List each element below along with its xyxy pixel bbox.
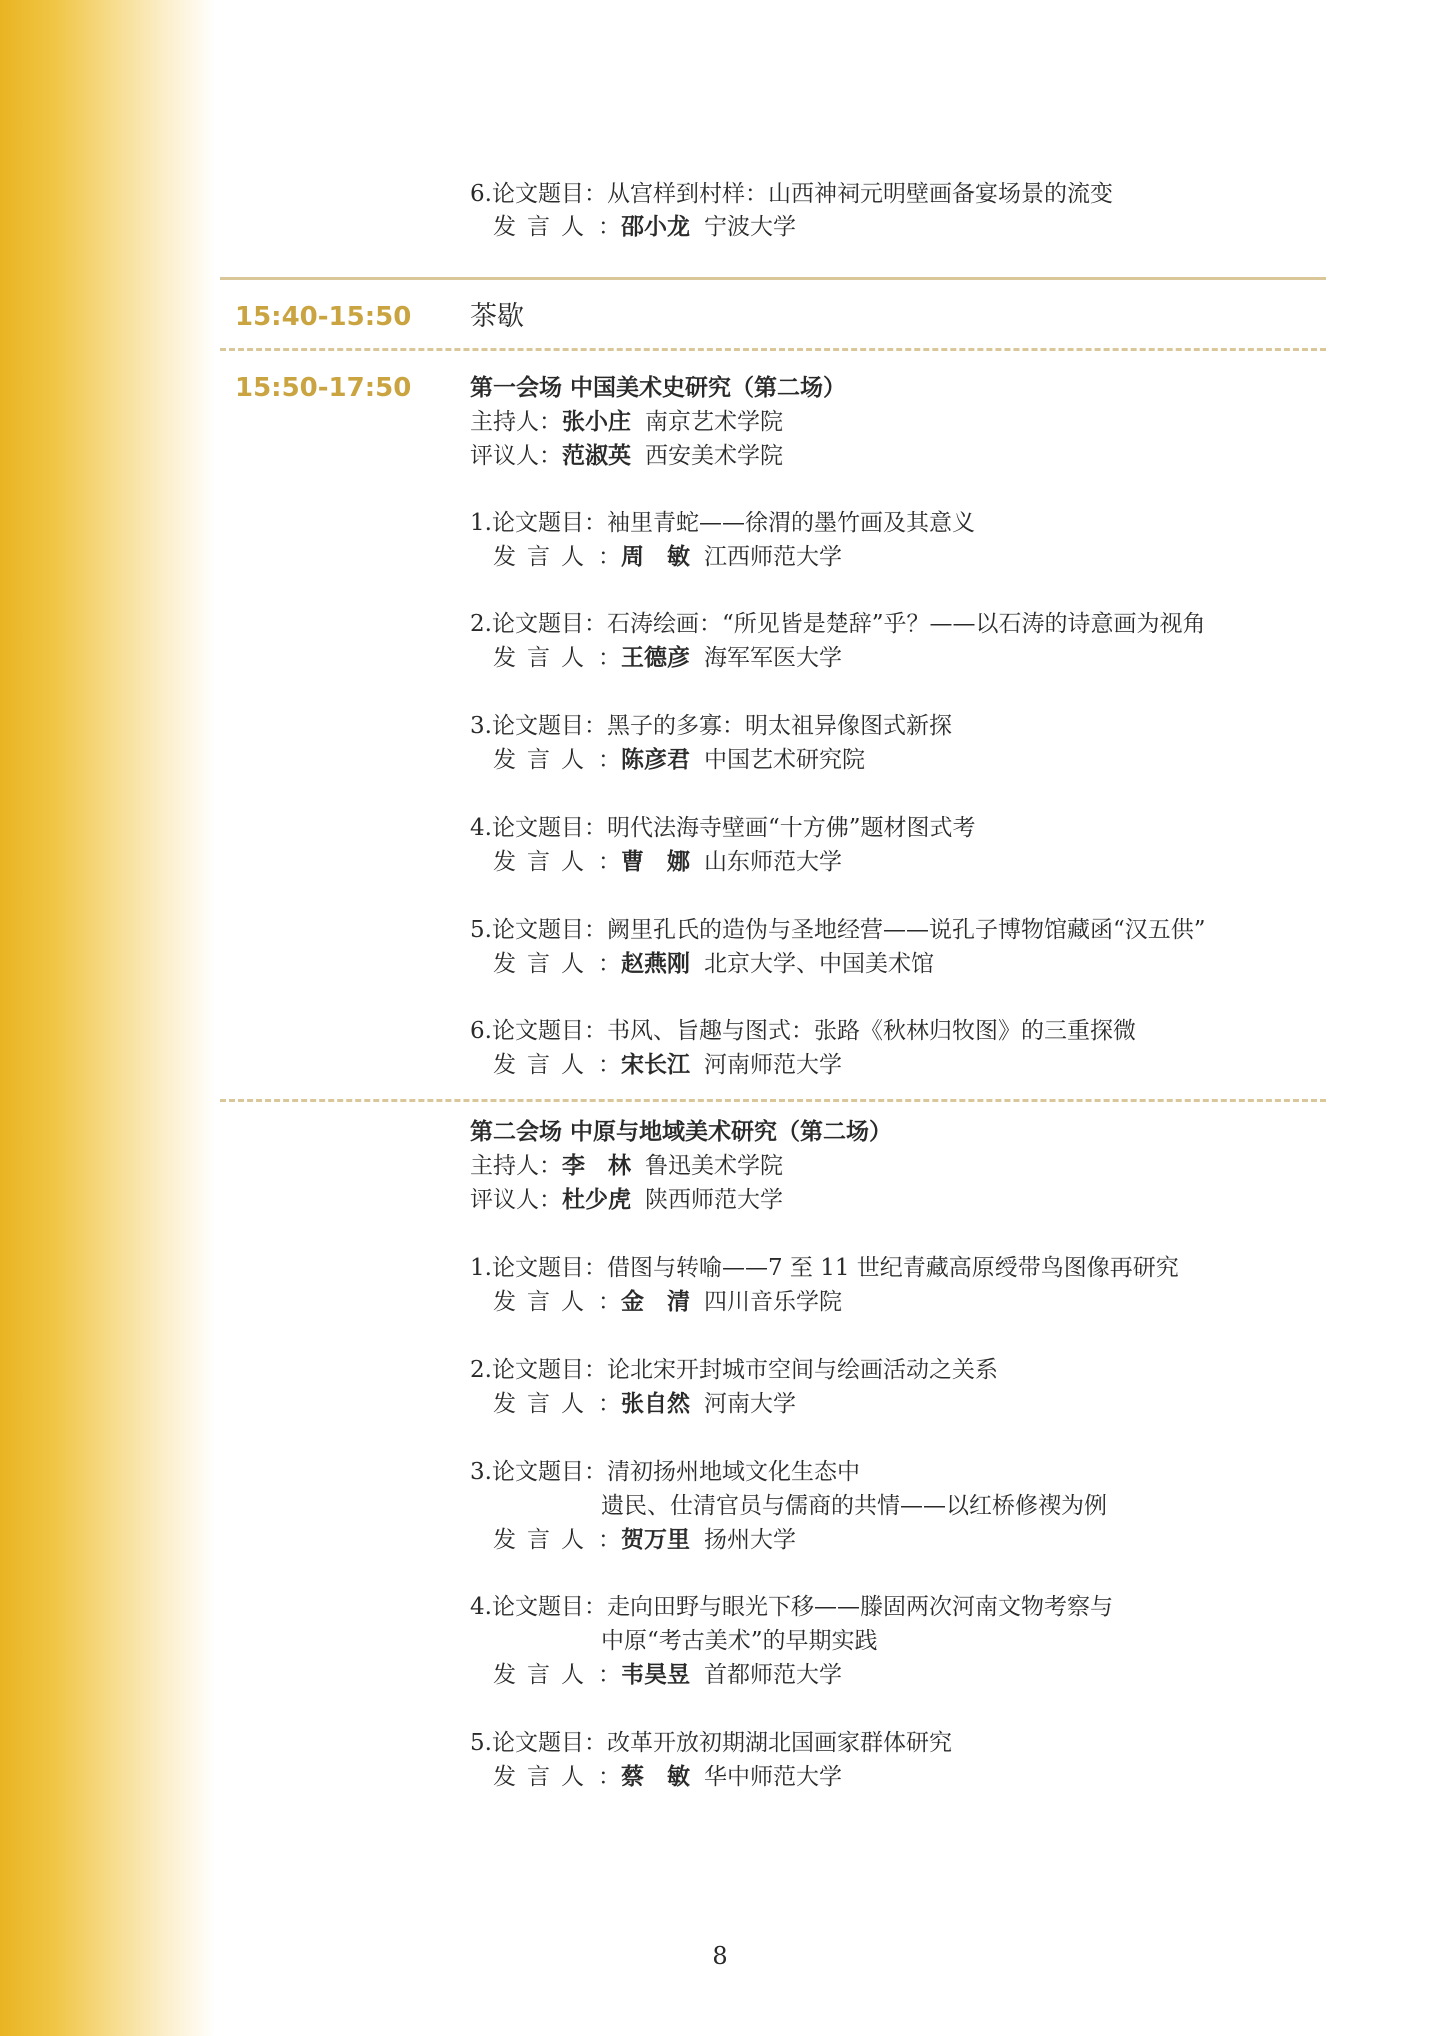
reviewer-institution: 西安美术学院: [645, 443, 783, 469]
topic-label: 论文题目：: [491, 1018, 607, 1044]
colon: ：: [598, 1527, 621, 1553]
paper-title-line: [470, 811, 975, 845]
speaker-name: 赵燕刚: [621, 950, 690, 977]
paper-title: 改革开放初期湖北国画家群体研究: [606, 1730, 952, 1756]
speaker-label: 发言人: [493, 951, 595, 977]
speaker-institution: 首都师范大学: [704, 1662, 842, 1688]
host-name: 李 林: [562, 1152, 631, 1179]
speaker-label: 发言人: [493, 1391, 595, 1417]
paper-title-line: [470, 1590, 1113, 1624]
topic-label: 论文题目：: [491, 1255, 607, 1281]
speaker-name: 韦昊昱: [621, 1661, 690, 1688]
reviewer-name: 范淑英: [562, 442, 631, 469]
speaker-line: [493, 1387, 796, 1421]
paper-title: 明代法海寺壁画“十方佛”题材图式考: [606, 815, 976, 841]
topic-label: 论文题目：: [491, 510, 607, 536]
speaker-line: [493, 641, 842, 675]
host-name: 张小庄: [562, 408, 631, 435]
colon: ：: [598, 1662, 621, 1688]
item-number: 3.: [470, 1459, 492, 1485]
speaker-label: 发言人: [493, 645, 595, 671]
reviewer-label: 评议人：: [470, 443, 562, 469]
reviewer-name: 杜少虎: [562, 1186, 631, 1213]
topic-label: 论文题目：: [491, 181, 607, 207]
speaker-line: [493, 1658, 842, 1692]
colon: ：: [598, 645, 621, 671]
paper-title-line: [470, 1014, 1136, 1048]
colon: ：: [598, 1391, 621, 1417]
break-label: 茶歇: [470, 301, 524, 332]
paper-title: 借图与转喻——7 至 11 世纪青藏高原绶带鸟图像再研究: [606, 1255, 1179, 1281]
paper-title: 走向田野与眼光下移——滕固两次河南文物考察与: [606, 1594, 1113, 1620]
speaker-label: 发言人: [493, 1289, 595, 1315]
gold-side-band: [0, 0, 215, 2036]
item-number: 6.: [470, 1018, 492, 1044]
speaker-institution: 四川音乐学院: [704, 1289, 842, 1315]
paper-title: 清初扬州地域文化生态中: [606, 1459, 860, 1485]
item-number: 3.: [470, 713, 492, 739]
paper-title-line: [470, 177, 1113, 211]
topic-label: 论文题目：: [491, 815, 607, 841]
speaker-line: [493, 1285, 842, 1319]
speaker-line: [493, 845, 842, 879]
speaker-institution: 河南大学: [704, 1391, 796, 1417]
session1-host: [470, 405, 783, 439]
speaker-label: 发言人: [493, 1662, 595, 1688]
speaker-label: 发言人: [493, 1764, 595, 1790]
speaker-label: 发言人: [493, 214, 595, 240]
topic-label: 论文题目：: [491, 1459, 607, 1485]
speaker-institution: 华中师范大学: [704, 1764, 842, 1790]
speaker-name: 宋长江: [621, 1051, 690, 1078]
dashed-divider: [220, 348, 1326, 351]
colon: ：: [598, 1764, 621, 1790]
colon: ：: [598, 214, 621, 240]
speaker-line: [493, 540, 842, 574]
speaker-name: 曹 娜: [621, 848, 690, 875]
item-number: 2.: [470, 611, 492, 637]
paper-title: 石涛绘画：“所见皆是楚辞”乎？——以石涛的诗意画为视角: [606, 611, 1206, 637]
paper-title: 袖里青蛇——徐渭的墨竹画及其意义: [606, 510, 975, 536]
topic-label: 论文题目：: [491, 1594, 607, 1620]
paper-title-continued: 遗民、仕清官员与儒商的共情——以红桥修禊为例: [601, 1493, 1107, 1519]
paper-title-line: [470, 506, 975, 540]
paper-title-line: [470, 607, 1205, 641]
paper-title-line: [470, 1455, 860, 1489]
speaker-name: 王德彦: [621, 644, 690, 671]
host-institution: 南京艺术学院: [645, 409, 783, 435]
speaker-name: 邵小龙: [621, 213, 690, 240]
topic-label: 论文题目：: [491, 917, 607, 943]
speaker-institution: 河南师范大学: [704, 1052, 842, 1078]
paper-title: 黑子的多寡：明太祖异像图式新探: [606, 713, 952, 739]
host-label: 主持人：: [470, 409, 562, 435]
paper-title-line: [470, 913, 1205, 947]
paper-title: 阙里孔氏的造伪与圣地经营——说孔子博物馆藏函“汉五供”: [606, 917, 1206, 943]
topic-label: 论文题目：: [491, 611, 607, 637]
speaker-line: [493, 1760, 842, 1794]
paper-title: 书风、旨趣与图式：张路《秋林归牧图》的三重探微: [606, 1018, 1136, 1044]
speaker-institution: 中国艺术研究院: [704, 747, 865, 773]
host-institution: 鲁迅美术学院: [645, 1153, 783, 1179]
speaker-name: 张自然: [621, 1390, 690, 1417]
colon: ：: [598, 747, 621, 773]
speaker-line: [493, 1048, 842, 1082]
speaker-institution: 扬州大学: [704, 1527, 796, 1553]
colon: ：: [598, 849, 621, 875]
speaker-institution: 北京大学、中国美术馆: [704, 951, 934, 977]
solid-divider: [220, 277, 1326, 280]
item-number: 5.: [470, 1730, 492, 1756]
item-number: 6.: [470, 181, 492, 207]
break-time: 15:40-15:50: [235, 302, 412, 332]
item-number: 5.: [470, 917, 492, 943]
reviewer-label: 评议人：: [470, 1187, 562, 1213]
speaker-name: 金 清: [621, 1288, 690, 1315]
colon: ：: [598, 951, 621, 977]
paper-title-line: [470, 1726, 952, 1760]
speaker-label: 发言人: [493, 1527, 595, 1553]
topic-label: 论文题目：: [491, 1357, 607, 1383]
speaker-label: 发言人: [493, 747, 595, 773]
speaker-label: 发言人: [493, 849, 595, 875]
paper-title-continued: 中原“考古美术”的早期实践: [601, 1628, 878, 1654]
speaker-line: [493, 743, 865, 777]
speaker-name: 周 敏: [621, 543, 690, 570]
session1-reviewer: [470, 439, 783, 473]
dashed-divider: [220, 1099, 1326, 1102]
speaker-label: 发言人: [493, 1052, 595, 1078]
session1-title: 第一会场 中国美术史研究（第二场）: [470, 374, 847, 401]
speaker-line: [493, 947, 934, 981]
item-number: 1.: [470, 510, 492, 536]
topic-label: 论文题目：: [491, 1730, 607, 1756]
item-number: 2.: [470, 1357, 492, 1383]
speaker-label: 发言人: [493, 544, 595, 570]
topic-label: 论文题目：: [491, 713, 607, 739]
host-label: 主持人：: [470, 1153, 562, 1179]
speaker-institution: 宁波大学: [704, 214, 796, 240]
paper-title: 论北宋开封城市空间与绘画活动之关系: [606, 1357, 998, 1383]
item-number: 4.: [470, 1594, 492, 1620]
speaker-name: 贺万里: [621, 1526, 690, 1553]
colon: ：: [598, 1289, 621, 1315]
speaker-institution: 山东师范大学: [704, 849, 842, 875]
session-time: 15:50-17:50: [235, 373, 412, 403]
session2-title: 第二会场 中原与地域美术研究（第二场）: [470, 1118, 893, 1145]
speaker-name: 陈彦君: [621, 746, 690, 773]
speaker-line: [493, 1523, 796, 1557]
colon: ：: [598, 544, 621, 570]
session2-host: [470, 1149, 783, 1183]
colon: ：: [598, 1052, 621, 1078]
paper-title-line: [470, 1251, 1179, 1285]
speaker-institution: 江西师范大学: [704, 544, 842, 570]
reviewer-institution: 陕西师范大学: [645, 1187, 783, 1213]
paper-title-line: [470, 709, 952, 743]
speaker-name: 蔡 敏: [621, 1763, 690, 1790]
speaker-line: [493, 210, 796, 244]
item-number: 4.: [470, 815, 492, 841]
page-number: 8: [712, 1942, 728, 1970]
paper-title-line: [470, 1353, 998, 1387]
paper-title: 从宫样到村样：山西神祠元明壁画备宴场景的流变: [606, 181, 1113, 207]
speaker-institution: 海军军医大学: [704, 645, 842, 671]
item-number: 1.: [470, 1255, 492, 1281]
session2-reviewer: [470, 1183, 783, 1217]
